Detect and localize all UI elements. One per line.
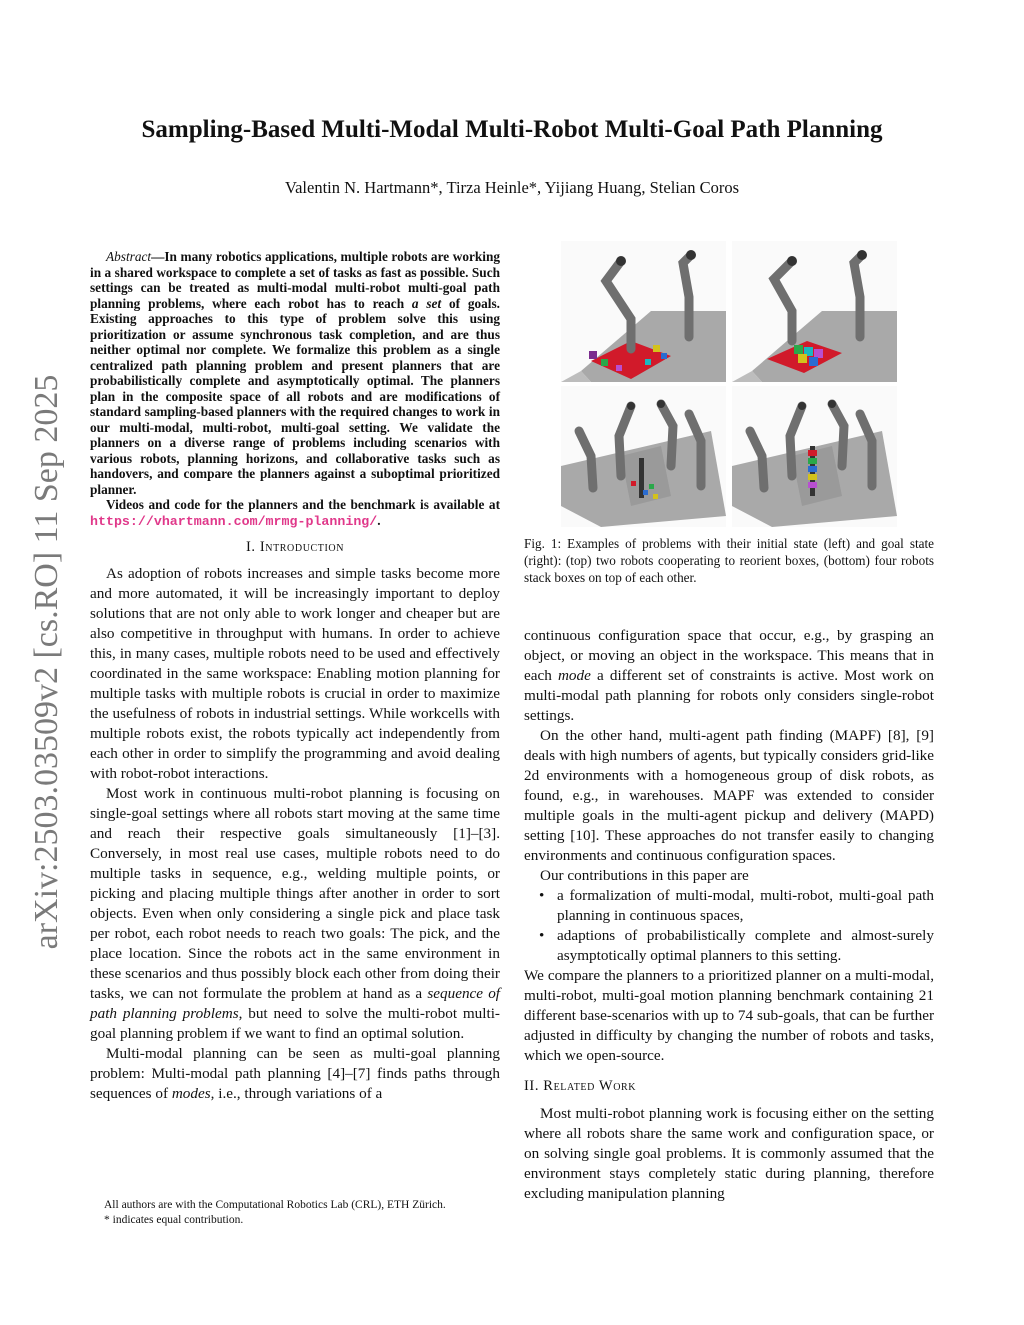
bullet-icon: • <box>539 887 545 904</box>
abstract-links-paragraph <box>90 497 500 529</box>
footnote <box>90 1198 500 1228</box>
abstract-emphasis: a set <box>411 295 442 311</box>
related-work-paragraph: Most multi-robot planning work is focusing either on the setting where all robots share the same work and configuration space, or on solving single goal problems. It is commonly assumed that the environment stays completely static during planning, therefore excluding manipulation planning <box>524 1105 934 1202</box>
right-paragraph-compare: We compare the planners to a prioritized planner on a multi-modal, multi-robot, multi-goal motion planning benchmark containing 21 different base-scenarios with up to 74 sub-goals, that can be further adjusted in difficulty by changing the number of robots and tasks, which we open-source. <box>524 967 934 1064</box>
figure-1 <box>561 241 897 527</box>
project-url-link[interactable]: https://vhartmann.com/mrmg-planning/ <box>90 513 378 529</box>
right-cont-emphasis: mode <box>557 667 591 684</box>
robot-scene-image <box>561 386 726 527</box>
abstract-label: Abstract <box>106 249 152 264</box>
right-cont-text-a: continuous configuration space that occur, e.g., by grasping an object, or moving an object in the workspace. This means that in each <box>524 627 934 684</box>
videos-text: Videos and code for the planners and the benchmark is available at <box>106 497 500 512</box>
figure-panel-bottom-right <box>732 386 897 527</box>
right-column <box>524 626 934 1204</box>
list-item <box>524 886 934 926</box>
figure-caption: Fig. 1: Examples of problems with their initial state (left) and goal state (right): (top) two robots cooperating to reorient boxes, (bottom) four robots stack boxes on top of each other. <box>524 536 934 585</box>
right-paragraph-mapf: On the other hand, multi-agent path finding (MAPF) [8], [9] deals with high numbers of agents, but typically considers grid-like 2d environments with a homogeneous group of disk robots, as found, e.g., in warehouses. MAPF was extended to consider multiple goals in the multi-agent pickup and delivery (MAPD) setting [10]. These approaches do not transfer easily to changing environments and continuous configuration spaces. <box>524 727 934 864</box>
abstract-text-1: In many robotics applications, multiple robots are working in a shared workspace to complete a set of tasks as fast as possible. Such settings can be treated as multi-modal multi-robot multi-goal path planning problems, where each robot has to reach <box>90 249 500 311</box>
section-heading-related-work: II. Related Work <box>524 1078 637 1094</box>
url-end: . <box>377 512 381 528</box>
intro-paragraph-1: As adoption of robots increases and simple tasks become more and more automated, it will be increasingly important to deploy solutions that are not only able to work longer and cheaper but are also competitive in throughput with humans. In order to achieve this, in many cases, multiple robots need to be used and effectively coordinated in the same workspace: Enabling motion planning for multiple tasks with multiple robots is crucial in order to maximize the usefulness of robots in industrial settings. While workcells with multiple robots exist, the robots typically act independently from each other in order to simplify the programming and avoid dealing with robot-robot interactions. <box>90 565 500 782</box>
abstract-dash: — <box>151 249 165 264</box>
list-item <box>524 926 934 966</box>
figure-panel-top-right <box>732 241 897 382</box>
intro-p2-emphasis: sequence of path planning problems <box>90 985 501 1022</box>
paper-title: Sampling-Based Multi-Modal Multi-Robot Multi-Goal Path Planning <box>141 116 883 143</box>
intro-paragraph-2 <box>90 784 500 1044</box>
right-cont-text-b: a different set of constraints is active. Most work on multi-modal path planning for robots only considers single-robot settings. <box>524 667 934 724</box>
figure-panel-bottom-left <box>561 386 726 527</box>
introduction-body <box>90 564 500 1104</box>
abstract <box>90 249 500 529</box>
intro-p3-emphasis: modes <box>171 1085 211 1102</box>
abstract-paragraph <box>90 249 500 497</box>
list-item-text: adaptions of probabilistically complete and almost-surely asymptotically optimal planners to this setting. <box>557 927 934 964</box>
abstract-text-2: of goals. Existing approaches to this type of problem solve this using prioritization or assume synchronous task completion, and are thus neither optimal nor complete. We formalize this problem as a single centralized path planning problem and present planners that are probabilistically complete and asymptotically optimal. The planners plan in the composite space of all robots and are modifications of standard sampling-based planners with the required changes to work in our multi-modal, multi-robot, multi-goal setting. We validate the planners on a diverse range of problems including scenarios with various robots, planning horizons, and collaborative tasks such as handovers, and compare the planners against a suboptimal prioritized planner. <box>90 295 500 497</box>
right-paragraph-continued <box>524 626 934 726</box>
author-list: Valentin N. Hartmann*, Tirza Heinle*, Yijiang Huang, Stelian Coros <box>285 178 739 197</box>
intro-p3-text-a: Multi-modal planning can be seen as multi-goal planning problem: Multi-modal path planning [4]–[7] finds paths through sequences of <box>90 1045 500 1102</box>
intro-paragraph-3 <box>90 1044 500 1104</box>
left-column <box>90 249 500 1104</box>
figure-panel-top-left <box>561 241 726 382</box>
footnote-equal-contribution: * indicates equal contribution. <box>104 1214 244 1226</box>
robot-scene-image <box>732 386 897 527</box>
intro-p2-text-b: , but need to solve the multi-robot multi-goal planning problem if we want to find an optimal solution. <box>90 1005 500 1042</box>
bullet-icon: • <box>539 927 545 944</box>
arxiv-identifier: arXiv:2503.03509v2 [cs.RO] 11 Sep 2025 <box>28 374 65 950</box>
right-paragraph-contributions: Our contributions in this paper are <box>540 867 749 884</box>
list-item-text: a formalization of multi-modal, multi-robot, multi-goal path planning in continuous spaces, <box>557 887 934 924</box>
intro-p2-text-a: Most work in continuous multi-robot planning is focusing on single-goal settings where all robots start moving at the same time and reach their respective goals simultaneously [1]–[3]. Conversely, in most real use cases, multiple robots need to do multiple tasks in sequence, e.g., welding multiple points, or picking and placing multiple things after another in order to sort objects. Even when only considering a single pick and place task per robot, each robot needs to reach two goals: The pick, and the place location. Since the robots act in the same environment in these scenarios and thus possibly block each other from doing their tasks, we can not formulate the problem at hand as a <box>90 785 500 1002</box>
robot-scene-image <box>561 241 726 382</box>
contributions-list <box>524 886 934 966</box>
section-heading-introduction: I. Introduction <box>245 539 345 555</box>
robot-scene-image <box>732 241 897 382</box>
footnote-affiliation: All authors are with the Computational Robotics Lab (CRL), ETH Zürich. <box>104 1199 446 1211</box>
intro-p3-text-b: , i.e., through variations of a <box>210 1085 383 1102</box>
